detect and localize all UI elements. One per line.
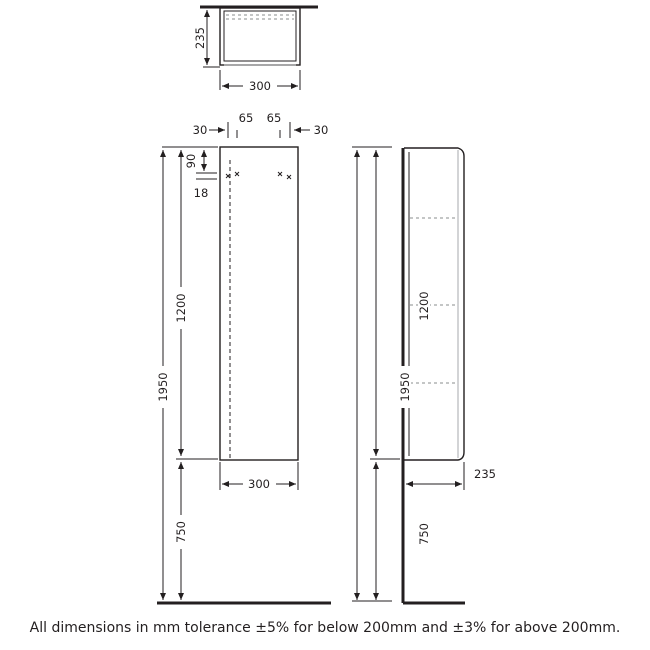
top-view-cabinet-outline [220, 8, 300, 65]
front-view [156, 111, 331, 603]
hole-diameter-label: 18 [193, 186, 209, 200]
top-view-width-label: 300 [249, 79, 271, 93]
fixing-hole-marker [235, 172, 239, 176]
side-view [352, 147, 496, 603]
dimensions-tolerance-note: All dimensions in mm tolerance ±5% for below 200mm and ±3% for above 200mm. [29, 620, 621, 636]
side-depth-label: 235 [474, 467, 496, 481]
left-offset-label: 30 [192, 123, 208, 137]
top-hole-drop-label: 90 [184, 153, 198, 169]
right-hole-spacing-label: 65 [266, 111, 282, 125]
top-view-depth-label: 235 [193, 27, 207, 49]
floor-clearance-label: 750 [174, 521, 188, 543]
right-offset-label: 30 [313, 123, 329, 137]
cabinet-height-label: 1200 [174, 293, 188, 323]
side-cabinet-height-label: 1200 [417, 291, 431, 321]
overall-height-label: 1950 [156, 372, 170, 402]
fixing-hole-marker [278, 172, 282, 176]
front-view-cabinet-outline [220, 147, 298, 460]
side-floor-clearance-label: 750 [417, 523, 431, 545]
fixing-hole-marker [226, 174, 230, 178]
left-hole-spacing-label: 65 [238, 111, 254, 125]
side-overall-height-label: 1950 [398, 372, 412, 402]
front-view-width-label: 300 [248, 477, 270, 491]
top-view [193, 7, 318, 93]
side-view-cabinet-outline [404, 148, 464, 460]
fixing-hole-marker [287, 175, 291, 179]
